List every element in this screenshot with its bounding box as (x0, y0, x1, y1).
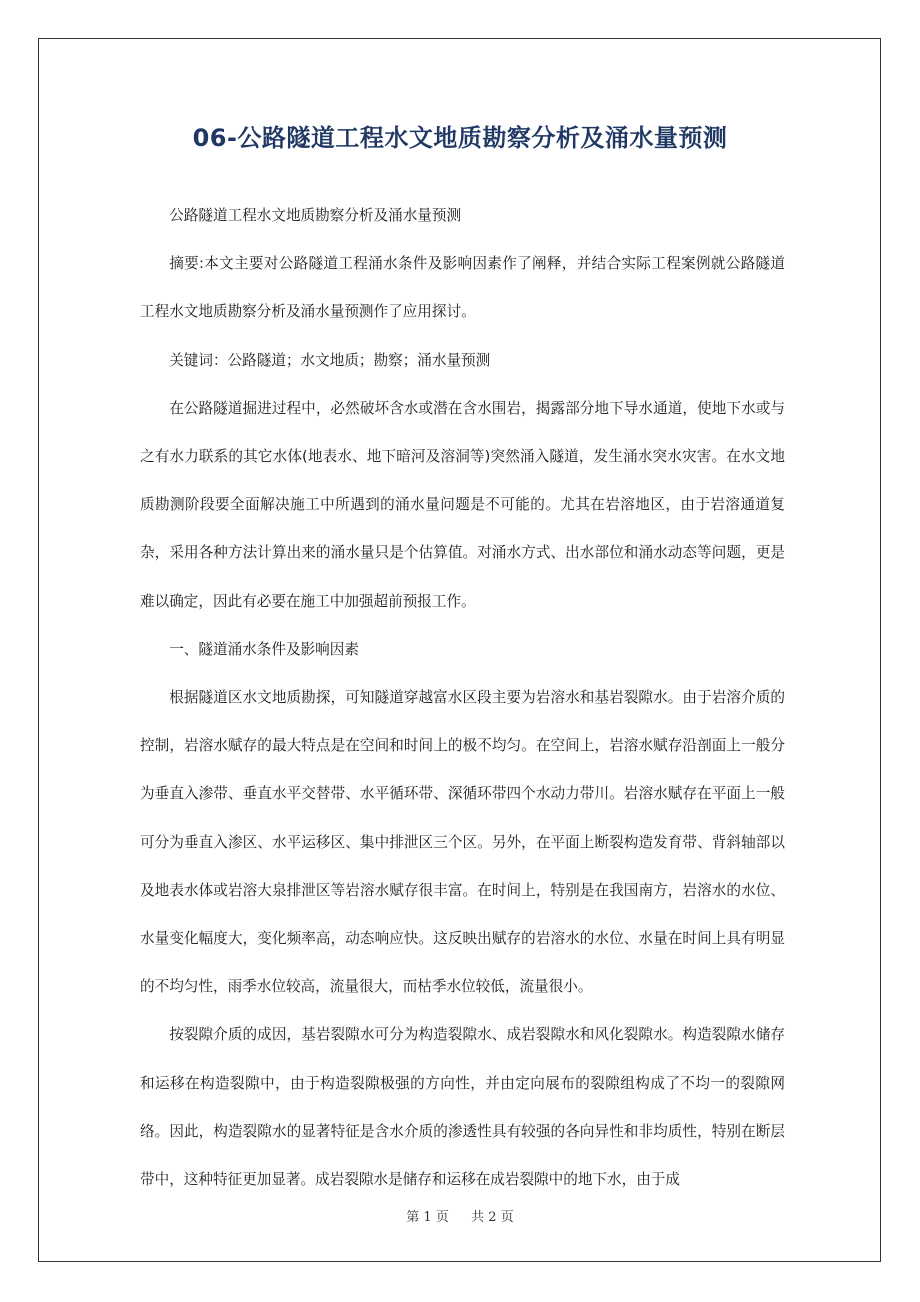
page-footer (0, 1206, 920, 1225)
paragraph-abstract: 摘要:本文主要对公路隧道工程涌水条件及影响因素作了阐释，并结合实际工程案例就公路隧道工程水文地质勘察分析及涌水量预测作了应用探讨。 (140, 255, 785, 321)
paragraph-keywords: 关键词：公路隧道；水文地质；勘察；涌水量预测 (169, 351, 491, 369)
total-label: 共 (471, 1210, 485, 1225)
paragraph-intro: 在公路隧道掘进过程中，必然破坏含水或潜在含水围岩，揭露部分地下导水通道，使地下水或与之有水力联系的其它水体(地表水、地下暗河及溶洞等)突然涌入隧道，发生涌水突水灾害。在水文地质勘测阶段要全面解决施工中所遇到的涌水量问题是不可能的。尤其在岩溶地区，由于岩溶通道复杂，采用各种方法计算出来的涌水量只是个估算值。对涌水方式、出水部位和涌水动态等问题，更是难以确定，因此有必要在施工中加强超前预报工作。 (140, 399, 785, 610)
page-unit: 页 (435, 1210, 449, 1225)
paragraph-fissure-water: 按裂隙介质的成因，基岩裂隙水可分为构造裂隙水、成岩裂隙水和风化裂隙水。构造裂隙水储存和运移在构造裂隙中，由于构造裂隙极强的方向性，并由定向展布的裂隙组构成了不均一的裂隙网络。因此，构造裂隙水的显著特征是含水介质的渗透性具有较强的各向异性和非均质性，特别在断层带中，这种特征更加显著。成岩裂隙水是储存和运移在成岩裂隙中的地下水，由于成 (140, 1026, 785, 1189)
page-number: 1 (423, 1210, 432, 1225)
paragraph-subtitle: 公路隧道工程水文地质勘察分析及涌水量预测 (169, 207, 462, 224)
paragraph-karst-water: 根据隧道区水文地质勘探，可知隧道穿越富水区段主要为岩溶水和基岩裂隙水。由于岩溶介质的控制，岩溶水赋存的最大特点是在空间和时间上的极不均匀。在空间上，岩溶水赋存沿剖面上一般分为垂直入渗带、垂直水平交替带、水平循环带、深循环带四个水动力带川。岩溶水赋存在平面上一般可分为垂直入渗区、水平运移区、集中排泄区三个区。另外，在平面上断裂构造发育带、背斜轴部以及地表水体或岩溶大泉排泄区等岩溶水赋存很丰富。在时间上，特别是在我国南方，岩溶水的水位、水量变化幅度大，变化频率高，动态响应快。这反映出赋存的岩溶水的水位、水量在时间上具有明显的不均匀性，雨季水位较高，流量很大，而枯季水位较低，流量很小。 (140, 689, 785, 996)
document-title: 06-公路隧道工程水文地质勘察分析及涌水量预测 (192, 124, 728, 152)
document-body (140, 192, 785, 1204)
page-label: 第 (406, 1210, 420, 1225)
total-pages: 2 (488, 1210, 497, 1225)
total-unit: 页 (500, 1210, 514, 1225)
section-heading-1: 一、隧道涌水条件及影响因素 (169, 640, 359, 658)
